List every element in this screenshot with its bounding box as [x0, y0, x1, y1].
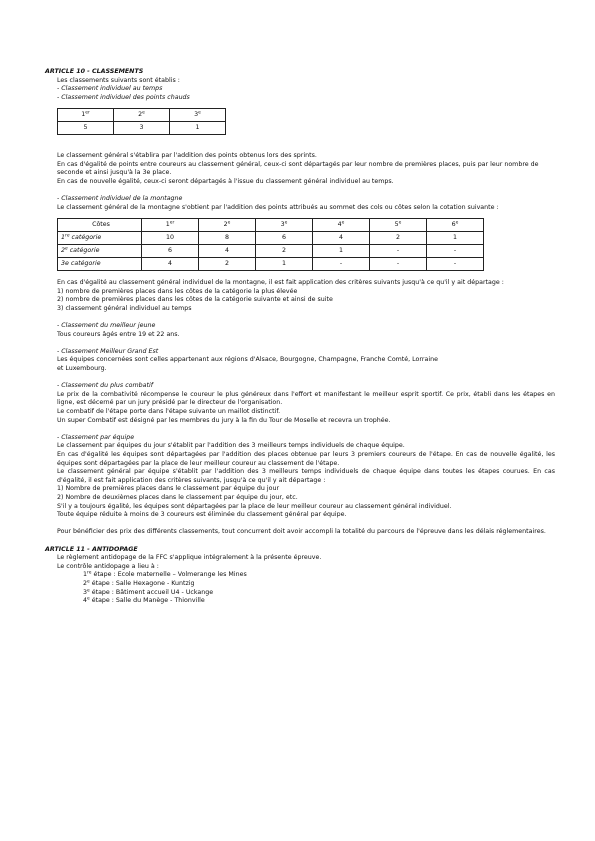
table-header-cell: 2e	[199, 219, 256, 232]
table-cell: 3	[114, 122, 170, 135]
stage-item: 1re étape : Ecole maternelle – Volmerange les Mines	[83, 570, 247, 579]
mountain-intro: Le classement général de la montagne s'obtient par l'addition des points attribués au sommet des cols ou côtes selon la cotation suivante :	[57, 203, 499, 211]
table-header-row	[58, 109, 226, 122]
mountain-criterion: 1) nombre de premières places dans les côtes de la catégorie la plus élevée	[57, 287, 298, 295]
young-heading: - Classement du meilleur jeune	[57, 322, 156, 330]
table-cell: 1	[170, 122, 226, 135]
table-header-cell: Côtes	[58, 219, 142, 232]
table-header-cell: 4e	[313, 219, 370, 232]
table-header-row	[58, 219, 484, 232]
mountain-criterion: 3) classement général individuel au temps	[57, 304, 192, 312]
table-cell: 1	[256, 258, 313, 271]
table-cell: 2	[256, 245, 313, 258]
team-heading: - Classement par équipe	[57, 433, 135, 441]
table-row-label: 2e catégorie	[58, 245, 142, 258]
combative-paragraph: Le prix de la combativité récompense le coureur le plus généreux dans l'effort et manifestant le meilleur esprit sportif. Ce prix, établi dans les étapes en ligne, est décerné par un jury présidé par le directeur de l'organisation.	[57, 390, 555, 407]
table-header-cell: 3e	[170, 109, 226, 122]
general-paragraph: En cas d'égalité de points entre coureurs au classement général, ceux-ci sont départagés par leur nombre de premières places, puis par leur nombre de seconde et ainsi jusqu'à la 3e place.	[57, 160, 539, 177]
team-paragraph: 2) Nombre de deuxièmes places dans le classement par équipe du jour, etc.	[57, 493, 298, 501]
table-row	[58, 232, 484, 245]
grand-est-text: et Luxembourg.	[57, 365, 107, 373]
stage-item: 3e étape : Bâtiment accueil U4 - Uckange	[83, 588, 214, 596]
stage-item: 4e étape : Salle du Manège - Thionville	[83, 596, 205, 605]
table-header-cell: 1er	[58, 109, 114, 122]
table-row-label: 1re catégorie	[58, 232, 142, 245]
table-cell: 4	[142, 258, 199, 271]
points-chauds-table	[57, 108, 226, 135]
antidopage-text: Le règlement antidopage de la FFC s'applique intégralement à la présente épreuve.	[57, 554, 322, 562]
table-cell: 2	[370, 232, 427, 245]
table-cell: 5	[58, 122, 114, 135]
table-header-cell: 3e	[256, 219, 313, 232]
mountain-table	[57, 218, 484, 271]
team-paragraph: 1) Nombre de premières places dans le classement par équipe du jour	[57, 485, 280, 493]
team-paragraph: Le classement par équipes du jour s'établit par l'addition des 3 meilleurs temps individuels de chaque équipe.	[57, 442, 405, 450]
article-11-title: ARTICLE 11 - ANTIDOPAGE	[45, 545, 138, 553]
young-text: Tous coureurs âgés entre 19 et 22 ans.	[57, 330, 180, 338]
table-cell: -	[370, 245, 427, 258]
antidopage-text: Le contrôle antidopage a lieu à :	[57, 562, 159, 570]
team-paragraph: Toute équipe réduite à moins de 3 coureurs est éliminée du classement général par équipe.	[57, 511, 347, 519]
table-header-cell: 2e	[114, 109, 170, 122]
classements-intro: Les classements suivants sont établis :	[57, 76, 180, 84]
table-cell: 8	[199, 232, 256, 245]
article-11-body	[45, 554, 555, 606]
team-paragraph: En cas d'égalité les équipes sont départagées par l'addition des places obtenue par leurs 3 premiers coureurs de l'étape. En cas de nouvelle égalité, les équipes sont départagées par la place de leur meilleur coureur au classement de l'étape.	[57, 451, 555, 467]
table-header-cell: 1er	[142, 219, 199, 232]
table-header-cell: 5e	[370, 219, 427, 232]
article-10-title: ARTICLE 10 - CLASSEMENTS	[45, 68, 144, 75]
classement-list-item: - Classement individuel au temps	[57, 85, 163, 93]
table-cell: -	[370, 258, 427, 271]
table-cell: 4	[313, 232, 370, 245]
article-10-body	[45, 77, 555, 537]
table-row	[58, 258, 484, 271]
closing-paragraph: Pour bénéficier des prix des différents classements, tout concurrent doit avoir accompli la totalité du parcours de l'épreuve dans les délais réglementaires.	[57, 528, 546, 536]
table-cell: 1	[427, 232, 484, 245]
table-cell: -	[427, 258, 484, 271]
table-row	[58, 122, 226, 135]
combative-paragraph: Le combatif de l'étape porte dans l'étape suivante un maillot distinctif.	[57, 408, 281, 416]
general-paragraph: Le classement général s'établira par l'addition des points obtenus lors des sprints.	[57, 151, 317, 159]
stage-item: 2e étape : Salle Hexagone - Kuntzig	[83, 579, 195, 587]
table-cell: 1	[313, 245, 370, 258]
table-cell: 2	[199, 258, 256, 271]
general-paragraph: En cas de nouvelle égalité, ceux-ci seront départagés à l'issue du classement général individuel au temps.	[57, 177, 394, 185]
table-row	[58, 245, 484, 258]
table-cell: 6	[256, 232, 313, 245]
mountain-heading: - Classement individuel de la montagne	[57, 194, 183, 202]
classement-list-item: - Classement individuel des points chauds	[57, 93, 190, 101]
mountain-criterion: 2) nombre de premières places dans les côtes de la catégorie suivante et ainsi de suite	[57, 296, 333, 304]
combative-paragraph: Un super Combatif est désigné par les membres du jury à la fin du Tour de Moselle et recevra un trophée.	[57, 416, 391, 424]
table-row-label: 3e catégorie	[58, 258, 142, 271]
table-cell: -	[427, 245, 484, 258]
team-paragraph: Le classement général par équipe s'établit par l'addition des 3 meilleurs temps individuels de chaque équipe dans toutes les étapes courues. En cas d'égalité, il est fait application des critères suivants, jusqu'à ce qu'il y ait départage :	[57, 468, 555, 484]
grand-est-heading: - Classement Meilleur Grand Est	[57, 347, 159, 355]
combative-heading: - Classement du plus combatif	[57, 382, 153, 390]
grand-est-text: Les équipes concernées sont celles appartenant aux régions d'Alsace, Bourgogne, Champagne, Franche Comté, Lorraine	[57, 356, 438, 364]
mountain-tie-text: En cas d'égalité au classement général individuel de la montagne, il est fait application des critères suivants jusqu'à ce qu'il y ait départage :	[57, 279, 504, 287]
table-cell: -	[313, 258, 370, 271]
table-cell: 10	[142, 232, 199, 245]
team-paragraph: S'il y a toujours égalité, les équipes sont départagées par la place de leur meilleur coureur au classement général individuel.	[57, 502, 452, 510]
table-header-cell: 6e	[427, 219, 484, 232]
table-cell: 6	[142, 245, 199, 258]
table-cell: 4	[199, 245, 256, 258]
